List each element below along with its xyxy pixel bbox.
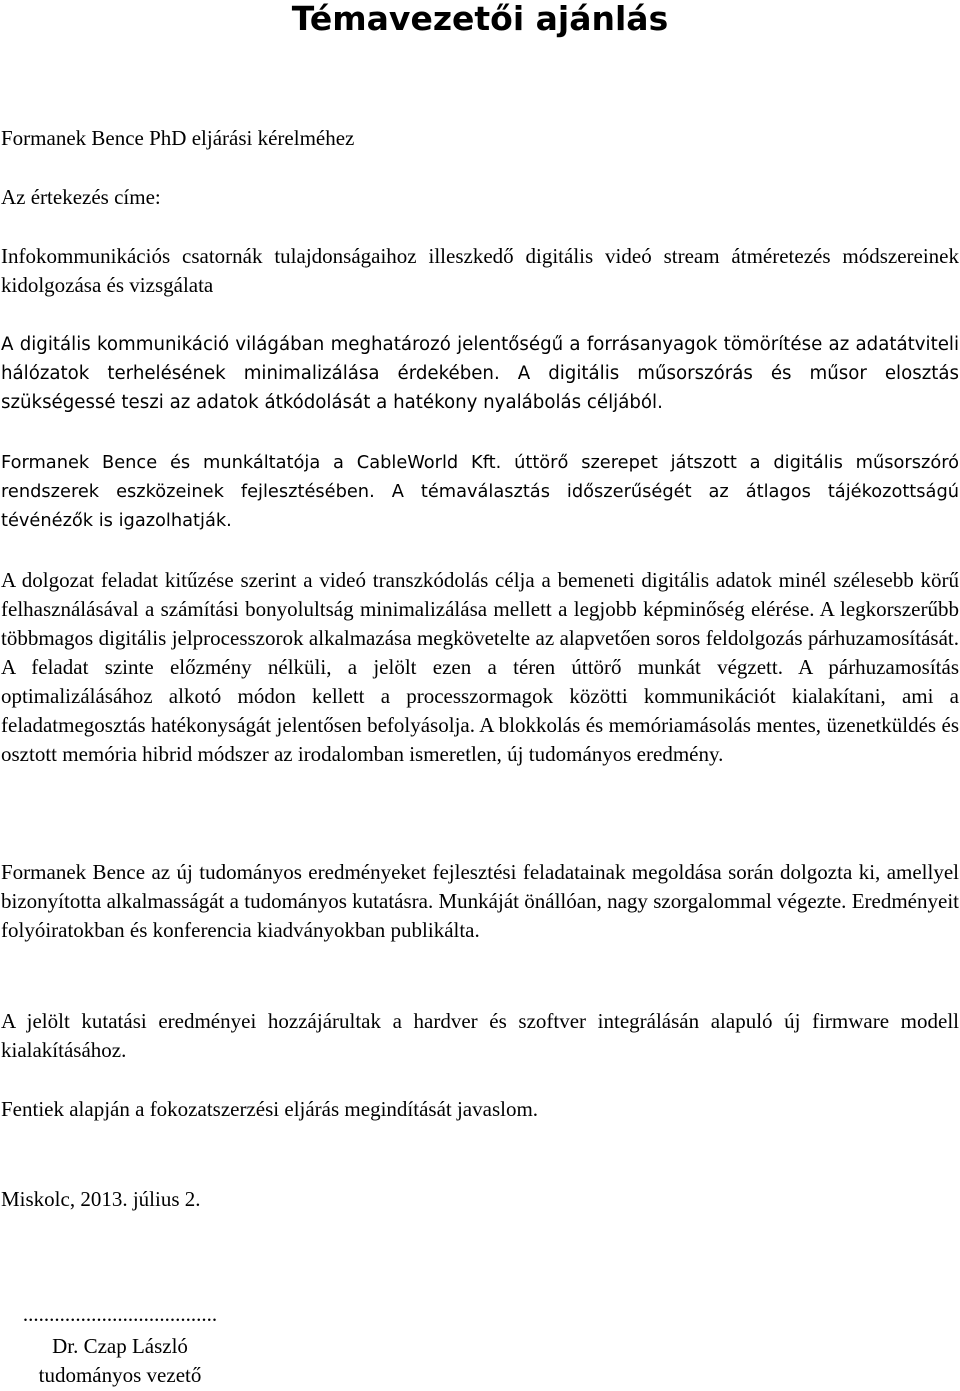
paragraph-1: A digitális kommunikáció világában meghatározó jelentőségű a forrásanyagok tömörítése az adatátviteli hálózatok terhelésének minimalizálása érdekében. A digitális műsorszórás és műsor elosztás szükségessé teszi az adatok átkódolását a hatékony nyalábolás céljából. <box>1 334 959 413</box>
signature-line: ..................................... <box>22 1302 218 1326</box>
request-line: Formanek Bence PhD eljárási kérelméhez <box>1 126 355 150</box>
document-title: Témavezetői ajánlás <box>291 0 669 38</box>
signer-role: tudományos vezető <box>38 1363 202 1387</box>
paragraph-2: Formanek Bence és munkáltatója a CableWorld Kft. úttörő szerepet játszott a digitális műsorszóró rendszerek eszközeinek fejlesztésében. A témaválasztás időszerűségét az átlagos tájékozottságú tévénézők is igazolhatják. <box>1 452 959 531</box>
thesis-title: Infokommunikációs csatornák tulajdonságaihoz illeszkedő digitális videó stream átméretezés módszereinek kidolgozása és vizsgálata <box>1 244 959 297</box>
place-date: Miskolc, 2013. július 2. <box>1 1187 201 1211</box>
signer-name: Dr. Czap László <box>52 1334 188 1358</box>
thesis-label: Az értekezés címe: <box>1 185 161 209</box>
paragraph-5: A jelölt kutatási eredményei hozzájárultak a hardver és szoftver integrálásán alapuló új firmware modell kialakításához. <box>1 1009 959 1062</box>
recommendation: Fentiek alapján a fokozatszerzési eljárás megindítását javaslom. <box>1 1097 539 1121</box>
paragraph-4: Formanek Bence az új tudományos eredményeket fejlesztési feladatainak megoldása során dolgozta ki, amellyel bizonyította alkalmasságát a tudományos kutatásra. Munkáját önállóan, nagy szorgalommal végezte. Eredményeit folyóiratokban és konferencia kiadványokban publikálta. <box>1 860 959 942</box>
paragraph-3: A dolgozat feladat kitűzése szerint a videó transzkódolás célja a bemeneti digitális adatok minél szélesebb körű felhasználásával a számítási bonyolultság minimalizálása mellett a legjobb képminőség elérése. A legkorszerűbb többmagos digitális jelprocesszorok alkalmazása megkövetelte az alapvetően soros feldolgozás párhuzamosítását. A feladat szinte előzmény nélküli, a jelölt ezen a téren úttörő munkát végzett. A párhuzamosítás optimalizálásához alkotó módon kellett a processzormagok közötti kommunikációt kialakítani, ami a feladatmegosztás hatékonyságát jelentősen befolyásolja. A blokkolás és memóriamásolás mentes, üzenetküldés és osztott memória hibrid módszer az irodalomban ismeretlen, új tudományos eredmény. <box>1 568 959 766</box>
